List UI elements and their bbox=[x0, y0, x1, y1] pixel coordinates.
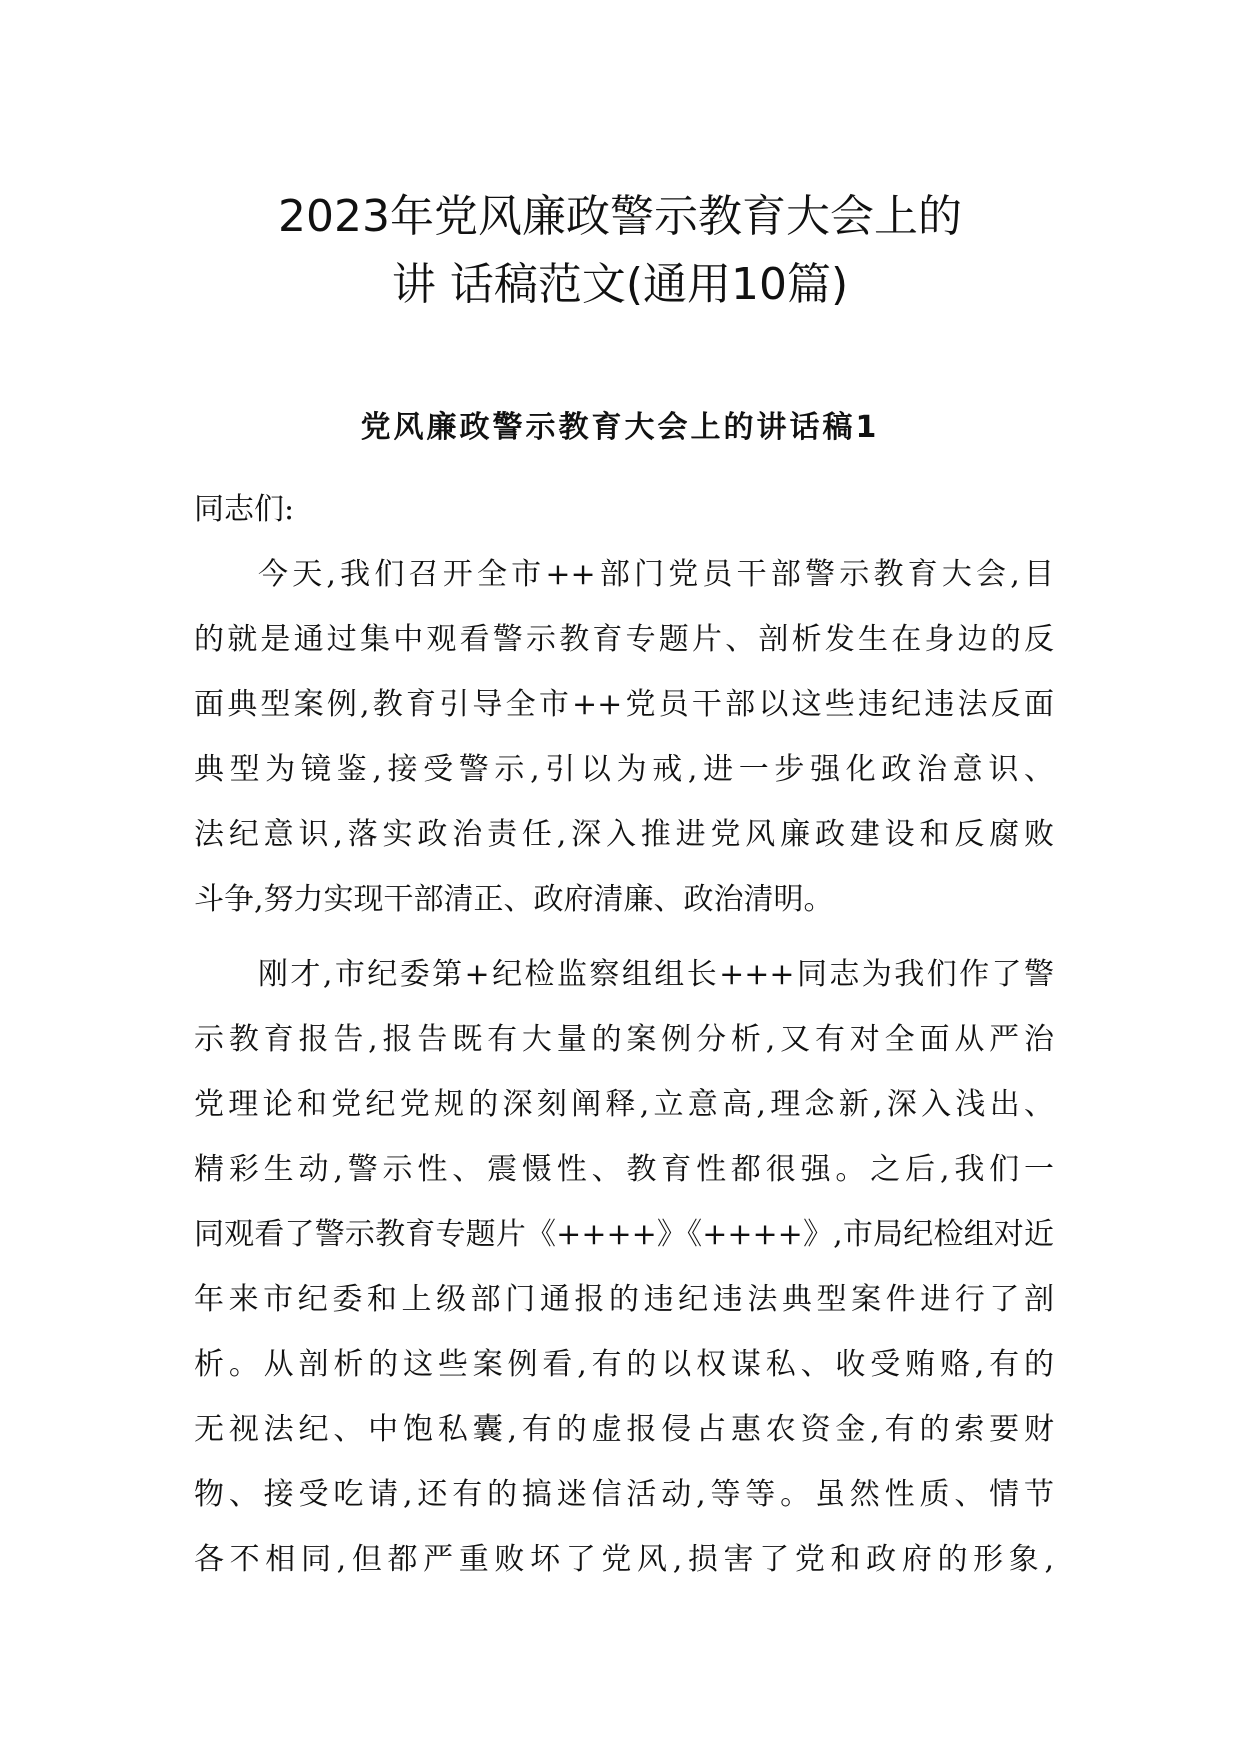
salutation: 同志们: bbox=[194, 492, 295, 527]
section-title: 党风廉政警示教育大会上的讲话稿1 bbox=[360, 410, 880, 445]
paragraph-line: 面典型案例,教育引导全市++党员干部以这些违纪违法反面 bbox=[194, 687, 1054, 722]
paragraph-line: 今天,我们召开全市++部门党员干部警示教育大会,目 bbox=[258, 557, 1054, 592]
document-title-line-2: 讲 话稿范文(通用10篇) bbox=[391, 259, 849, 310]
paragraph-line: 示教育报告,报告既有大量的案例分析,又有对全面从严治 bbox=[194, 1022, 1054, 1057]
paragraph-line: 的就是通过集中观看警示教育专题片、剖析发生在身边的反 bbox=[194, 622, 1054, 657]
paragraph-line: 各不相同,但都严重败坏了党风,损害了党和政府的形象, bbox=[194, 1542, 1054, 1577]
paragraph-line: 物、接受吃请,还有的搞迷信活动,等等。虽然性质、情节 bbox=[194, 1477, 1054, 1512]
document-title-line-1: 2023年党风廉政警示教育大会上的 bbox=[278, 191, 962, 242]
paragraph-line: 同观看了警示教育专题片《++++》《++++》,市局纪检组对近 bbox=[194, 1217, 1054, 1252]
paragraph-line: 斗争,努力实现干部清正、政府清廉、政治清明。 bbox=[194, 882, 834, 917]
paragraph-line: 党理论和党纪党规的深刻阐释,立意高,理念新,深入浅出、 bbox=[194, 1087, 1054, 1122]
paragraph-line: 刚才,市纪委第+纪检监察组组长+++同志为我们作了警 bbox=[258, 957, 1054, 992]
paragraph-line: 析。从剖析的这些案例看,有的以权谋私、收受贿赂,有的 bbox=[194, 1347, 1054, 1382]
paragraph-line: 精彩生动,警示性、震慑性、教育性都很强。之后,我们一 bbox=[194, 1152, 1054, 1187]
paragraph-line: 法纪意识,落实政治责任,深入推进党风廉政建设和反腐败 bbox=[194, 817, 1054, 852]
paragraph-line: 年来市纪委和上级部门通报的违纪违法典型案件进行了剖 bbox=[194, 1282, 1054, 1317]
paragraph-line: 典型为镜鉴,接受警示,引以为戒,进一步强化政治意识、 bbox=[194, 752, 1054, 787]
paragraph-line: 无视法纪、中饱私囊,有的虚报侵占惠农资金,有的索要财 bbox=[194, 1412, 1054, 1447]
